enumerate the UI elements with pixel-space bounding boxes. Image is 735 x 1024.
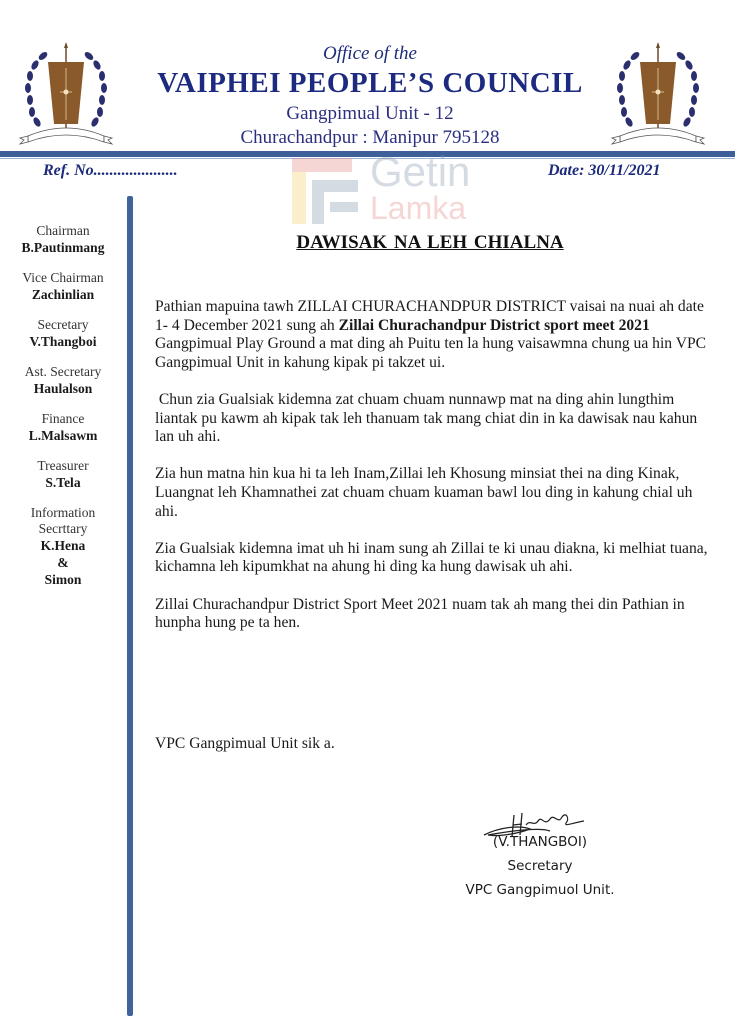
member-role: Information Secrttary [30,505,96,536]
council-emblem-icon [18,40,114,148]
member-role: Secretary [37,317,89,332]
member-role: Finance [41,411,85,426]
unit-line: Gangpimual Unit - 12 [286,103,454,124]
member-treasurer [0,458,126,491]
paragraph: Chun zia Gualsiak kidemna zat chuam chuam nunnawp mat na ding ahin lungthim liantak pu kawm ah kipak tak leh thanuam tak mang chiat din in ka dawisak nau kahun lan uh ahi. [155,390,702,446]
paragraph: Zillai Churachandpur District Sport Meet 2021 nuam tak ah mang thei din Pathian in hunpha hung pe ta hen. [155,595,685,632]
member-name: L.Malsawm [28,428,98,443]
member-name: Zachinlian [31,287,95,302]
member-asst-secretary [0,364,126,397]
signatory-org: VPC Gangpimuol Unit. [465,882,615,898]
signatory-block [440,830,640,902]
paragraph: Zia Gualsiak kidemna imat uh hi inam sung ah Zillai te ki unau diakna, ki melhiat tuana, kichamna leh kipumkhat na ahung hi ding ka hung dawisak uh ahi. [155,539,708,576]
member-name: Haulalson [33,381,93,396]
watermark [292,150,512,230]
member-secretary [0,317,126,350]
letter-body [155,298,710,651]
letter-date: Date: 30/11/2021 [548,162,661,179]
member-name: V.Thangboi [29,334,97,349]
member-name: B.Pautinmang [21,240,105,255]
ref-no: Ref. No..................... [43,162,178,179]
watermark-logo-icon [292,158,362,224]
letter-title: DAWISAK NA LEH CHIALNA [296,232,564,253]
member-role: Ast. Secretary [24,364,102,379]
member-chairman [0,223,126,256]
office-bearers-list [0,223,126,602]
paragraph-text: Pathian mapuina tawh ZILLAI CHURACHANDPUR DISTRICT vaisai na nuai ah date 1- 4 December 2021 sung ah [155,298,704,334]
sidebar-divider [127,196,133,1016]
paragraph [155,298,710,372]
address-line: Churachandpur : Manipur 795128 [240,127,500,148]
member-information-secretary [0,505,126,588]
member-name: Simon [44,572,82,587]
member-finance [0,411,126,444]
member-name: K.Hena [40,538,86,553]
letterhead [130,42,610,150]
paragraph-text: Gangpimual Play Ground a mat ding ah Puitu ten la hung vaisawmna chung ua hin VPC Gangpimual Unit in kahung kipak pi takzet ui. [155,335,707,371]
event-name: Zillai Churachandpur District sport meet 2021 [338,316,650,334]
member-name: S.Tela [45,475,81,490]
member-role: Vice Chairman [22,270,104,285]
office-of-label: Office of the [323,43,417,64]
signatory-name: (V.THANGBOI) [492,834,588,850]
signatory-title: Secretary [507,858,573,874]
member-role: Treasurer [37,458,89,473]
watermark-text-bottom: Lamka [370,190,467,226]
letter-closing: VPC Gangpimual Unit sik a. [155,735,335,752]
paragraph: Zia hun matna hin kua hi ta leh Inam,Zillai leh Khosung minsiat thei na ding Kinak, Luangnat leh Khamnathei zat chuam chuam kuaman bawl lou ding in kahung chial uh ahi. [155,465,693,520]
member-vice-chairman [0,270,126,303]
member-name-separator: & [57,555,69,570]
council-emblem-icon [610,40,706,148]
member-role: Chairman [36,223,90,238]
watermark-text-top: Getin [370,148,471,195]
council-name: VAIPHEI PEOPLE’S COUNCIL [157,67,583,99]
